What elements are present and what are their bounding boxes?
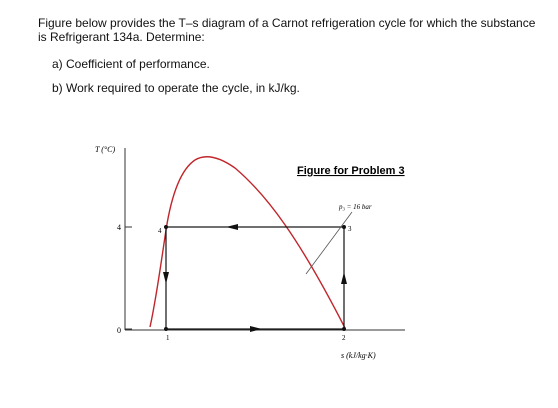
tick-label-upper: 4 — [117, 223, 121, 232]
cycle-path — [166, 227, 344, 329]
arrow-1-to-2 — [250, 326, 262, 332]
state-point-2 — [342, 327, 346, 331]
tick-label-lower: 0 — [117, 326, 121, 335]
state-label-1: 1 — [166, 334, 170, 342]
state-point-3 — [342, 225, 346, 229]
question-b: b) Work required to operate the cycle, in kJ/kg. — [52, 81, 300, 95]
state-label-3: 3 — [348, 225, 352, 233]
question-a: a) Coefficient of performance. — [52, 57, 210, 71]
x-axis-label: s (kJ/kg·K) — [341, 351, 376, 360]
arrow-2-to-3 — [341, 272, 347, 284]
arrow-4-to-1 — [163, 272, 169, 284]
figure-caption: Figure for Problem 3 — [297, 165, 405, 177]
pressure-leader-line — [306, 212, 352, 274]
problem-intro: Figure below provides the T–s diagram of a Carnot refrigeration cycle for which the substance is Refrigerant 134a. Determine: — [38, 16, 536, 44]
arrow-3-to-4 — [226, 224, 238, 230]
state-label-2: 2 — [342, 334, 346, 342]
pressure-label: p₃ = 16 bar — [339, 203, 372, 211]
state-point-4 — [164, 225, 168, 229]
saturation-dome — [150, 157, 345, 328]
y-axis-label: T (°C) — [95, 145, 116, 154]
state-label-4: 4 — [158, 227, 162, 235]
state-point-1 — [164, 327, 168, 331]
